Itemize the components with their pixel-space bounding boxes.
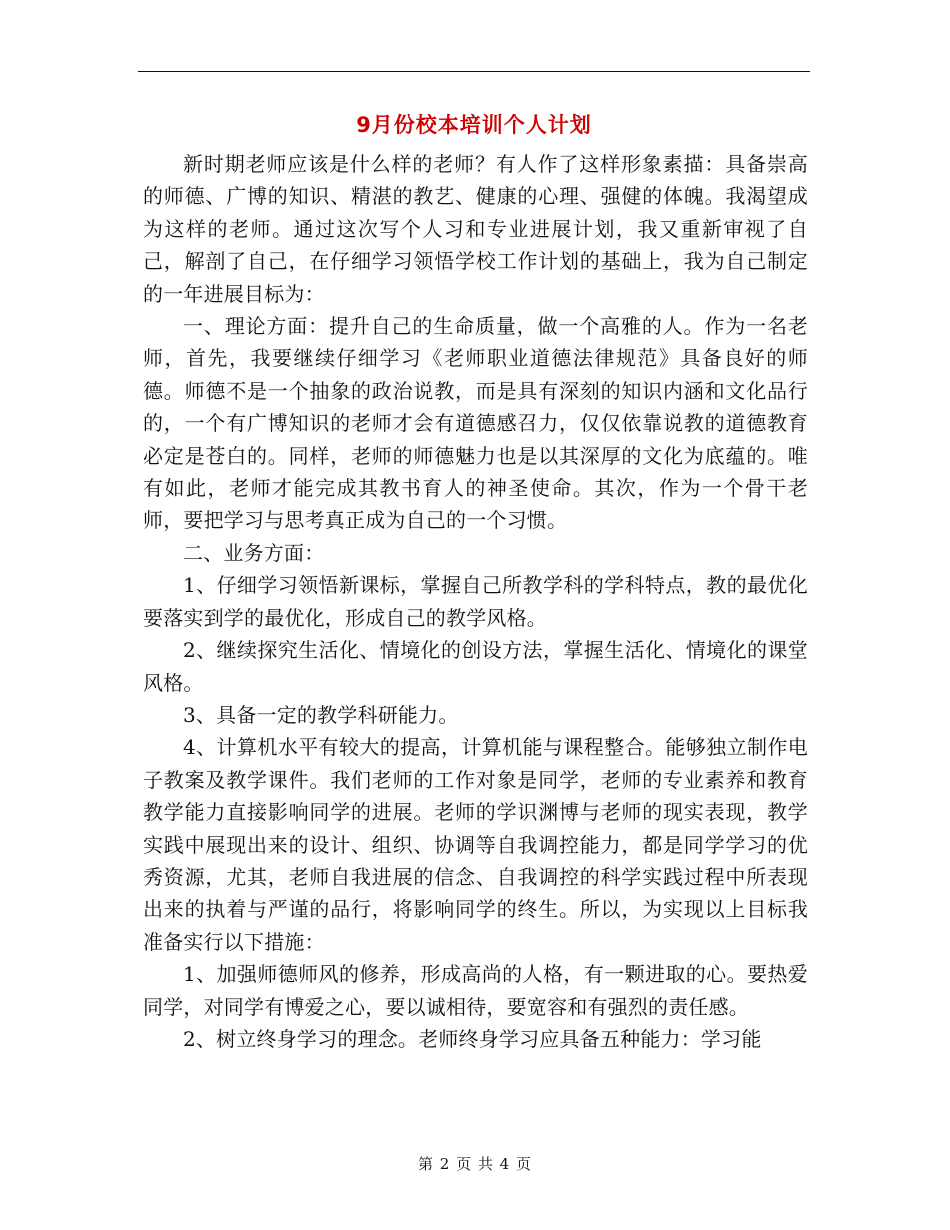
document-title: 9月份校本培训个人计划 xyxy=(356,113,592,137)
page-number-footer: 第 2 页 共 4 页 xyxy=(418,1155,532,1173)
paragraph-business-heading: 二、业务方面： xyxy=(183,540,325,565)
paragraph-business-item-2: 2、继续探究生活化、情境化的创设方法，掌握生活化、情境化的课堂风格。 xyxy=(143,638,808,695)
document-body xyxy=(143,148,808,1055)
paragraph-business-item-4: 4、计算机水平有较大的提高，计算机能与课程整合。能够独立制作电子教案及教学课件。我们老师的工作对象是同学，老师的专业素养和教育教学能力直接影响同学的进展。老师的学识渊博与老师的现实表现，教学实践中展现出来的设计、组织、协调等自我调控能力，都是同学学习的优秀资源，尤其，老师自我进展的信念、自我调控的科学实践过程中所表现出来的执着与严谨的品行，将影响同学的终生。所以，为实现以上目标我准备实行以下措施： xyxy=(143,735,808,954)
paragraph-theory: 一、理论方面：提升自己的生命质量，做一个高雅的人。作为一名老师，首先，我要继续仔细学习《老师职业道德法律规范》具备良好的师德。师德不是一个抽象的政治说教，而是具有深刻的知识内涵和文化品行的，一个有广博知识的老师才会有道德感召力，仅仅依靠说教的道德教育必定是苍白的。同样，老师的师德魅力也是以其深厚的文化为底蕴的。唯有如此，老师才能完成其教书育人的神圣使命。其次，作为一个骨干老师，要把学习与思考真正成为自己的一个习惯。 xyxy=(143,314,808,533)
paragraph-business-item-1: 1、仔细学习领悟新课标，掌握自己所教学科的学科特点，教的最优化要落实到学的最优化，形成自己的教学风格。 xyxy=(143,573,808,630)
header-rule xyxy=(138,71,810,72)
paragraph-business-item-3: 3、具备一定的教学科研能力。 xyxy=(183,702,459,727)
paragraph-measure-2: 2、树立终身学习的理念。老师终身学习应具备五种能力：学习能 xyxy=(183,1026,762,1051)
paragraph-intro: 新时期老师应该是什么样的老师？有人作了这样形象素描：具备崇高的师德、广博的知识、精湛的教艺、健康的心理、强健的体魄。我渴望成为这样的老师。通过这次写个人习和专业进展计划，我又重新审视了自己，解剖了自己，在仔细学习领悟学校工作计划的基础上，我为自己制定的一年进展目标为： xyxy=(143,152,808,306)
paragraph-measure-1: 1、加强师德师风的修养，形成高尚的人格，有一颗进取的心。要热爱同学，对同学有博爱之心，要以诚相待，要宽容和有强烈的责任感。 xyxy=(143,962,808,1019)
